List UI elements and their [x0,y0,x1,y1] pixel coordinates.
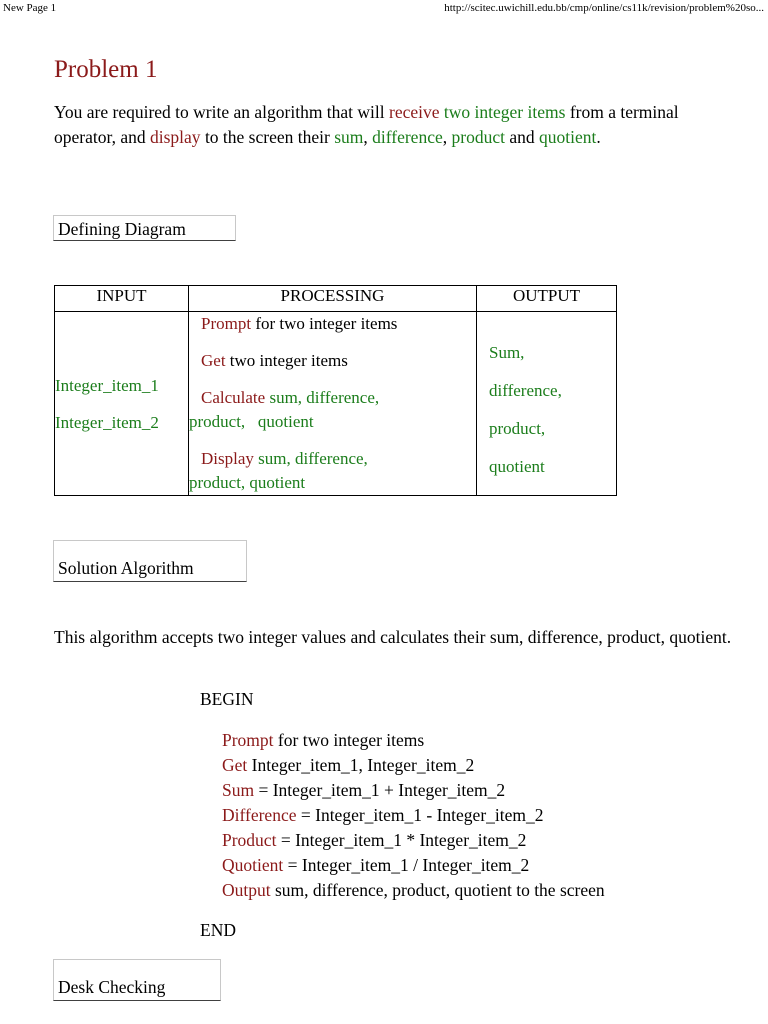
processing-step-1 [189,312,476,336]
problem-statement [54,100,734,150]
intro-text: . [596,127,601,147]
algorithm-step [222,853,605,878]
processing-text: sum, difference, [253,449,368,468]
algorithm-step [222,878,605,903]
header-processing: PROCESSING [189,286,477,312]
processing-step-3 [189,386,476,410]
processing-step-4 [189,447,476,471]
input-item-1: Integer_item_1 [55,375,159,395]
algorithm-keyword: Product [222,830,277,850]
algorithm-text: = Integer_item_1 * Integer_item_2 [276,830,527,850]
processing-verb: Get [201,351,226,370]
intro-text: You are required to write an algorithm that will [54,102,390,122]
algorithm-keyword: Prompt [222,730,274,750]
header-output: OUTPUT [477,286,617,312]
output-cell [477,312,617,496]
processing-cell [189,312,477,496]
output-item: product, [489,419,546,438]
algorithm-text: = Integer_item_1 + Integer_item_2 [254,780,506,800]
processing-text: sum, difference, [265,388,380,407]
algorithm-text: sum, difference, product, quotient to the screen [270,880,605,900]
processing-step-4-cont: product, quotient [189,473,306,492]
input-cell [55,312,189,496]
processing-verb: Calculate [201,388,266,407]
intro-keyword-display: display [150,127,201,147]
output-item: quotient [489,457,545,476]
section-defining-diagram: Defining Diagram [53,215,236,241]
header-input: INPUT [55,286,189,312]
processing-step-3-cont: product, quotient [189,412,314,431]
algorithm-keyword: Difference [222,805,297,825]
algorithm-text: = Integer_item_1 / Integer_item_2 [283,855,530,875]
section-desk-checking: Desk Checking [53,959,221,1001]
algorithm-begin: BEGIN [200,689,254,709]
intro-term-items: two integer items [443,102,566,122]
output-item: difference, [489,381,562,400]
processing-verb: Display [201,449,254,468]
defining-diagram-table [54,285,617,496]
page-title: Problem 1 [54,56,158,83]
algorithm-step [222,778,605,803]
intro-term-quotient: quotient [539,127,597,147]
algorithm-steps [222,728,605,903]
section-solution-algorithm: Solution Algorithm [53,540,247,582]
algorithm-text: = Integer_item_1 - Integer_item_2 [296,805,544,825]
processing-text: two integer items [225,351,348,370]
page-header-title: New Page 1 [3,2,57,14]
algorithm-keyword: Output [222,880,271,900]
intro-text: , [363,127,373,147]
algorithm-text: Integer_item_1, Integer_item_2 [247,755,475,775]
intro-term-product: product [451,127,505,147]
algorithm-step [222,753,605,778]
processing-step-2 [189,349,476,373]
intro-text: from a terminal operator, and [54,102,679,147]
intro-text: , [442,127,452,147]
algorithm-step [222,803,605,828]
intro-term-difference: difference [372,127,443,147]
table-header-row [55,286,617,312]
input-item-2: Integer_item_2 [55,412,159,432]
algorithm-step [222,728,605,753]
intro-term-sum: sum [334,127,364,147]
output-item: Sum, [489,343,525,362]
processing-verb: Prompt [201,314,252,333]
algorithm-keyword: Get [222,755,248,775]
table-row [55,312,617,496]
algorithm-step [222,828,605,853]
solution-intro: This algorithm accepts two integer values and calculates their sum, difference, product, quotient. [54,627,732,647]
algorithm-text: for two integer items [273,730,425,750]
algorithm-keyword: Quotient [222,855,284,875]
intro-keyword-receive: receive [389,102,440,122]
processing-text: for two integer items [251,314,398,333]
intro-text: and [504,127,539,147]
intro-text: to the screen their [200,127,335,147]
algorithm-end: END [200,920,236,940]
page-header-url: http://scitec.uwichill.edu.bb/cmp/online/cs11k/revision/problem%20so... [444,2,764,14]
algorithm-keyword: Sum [222,780,255,800]
